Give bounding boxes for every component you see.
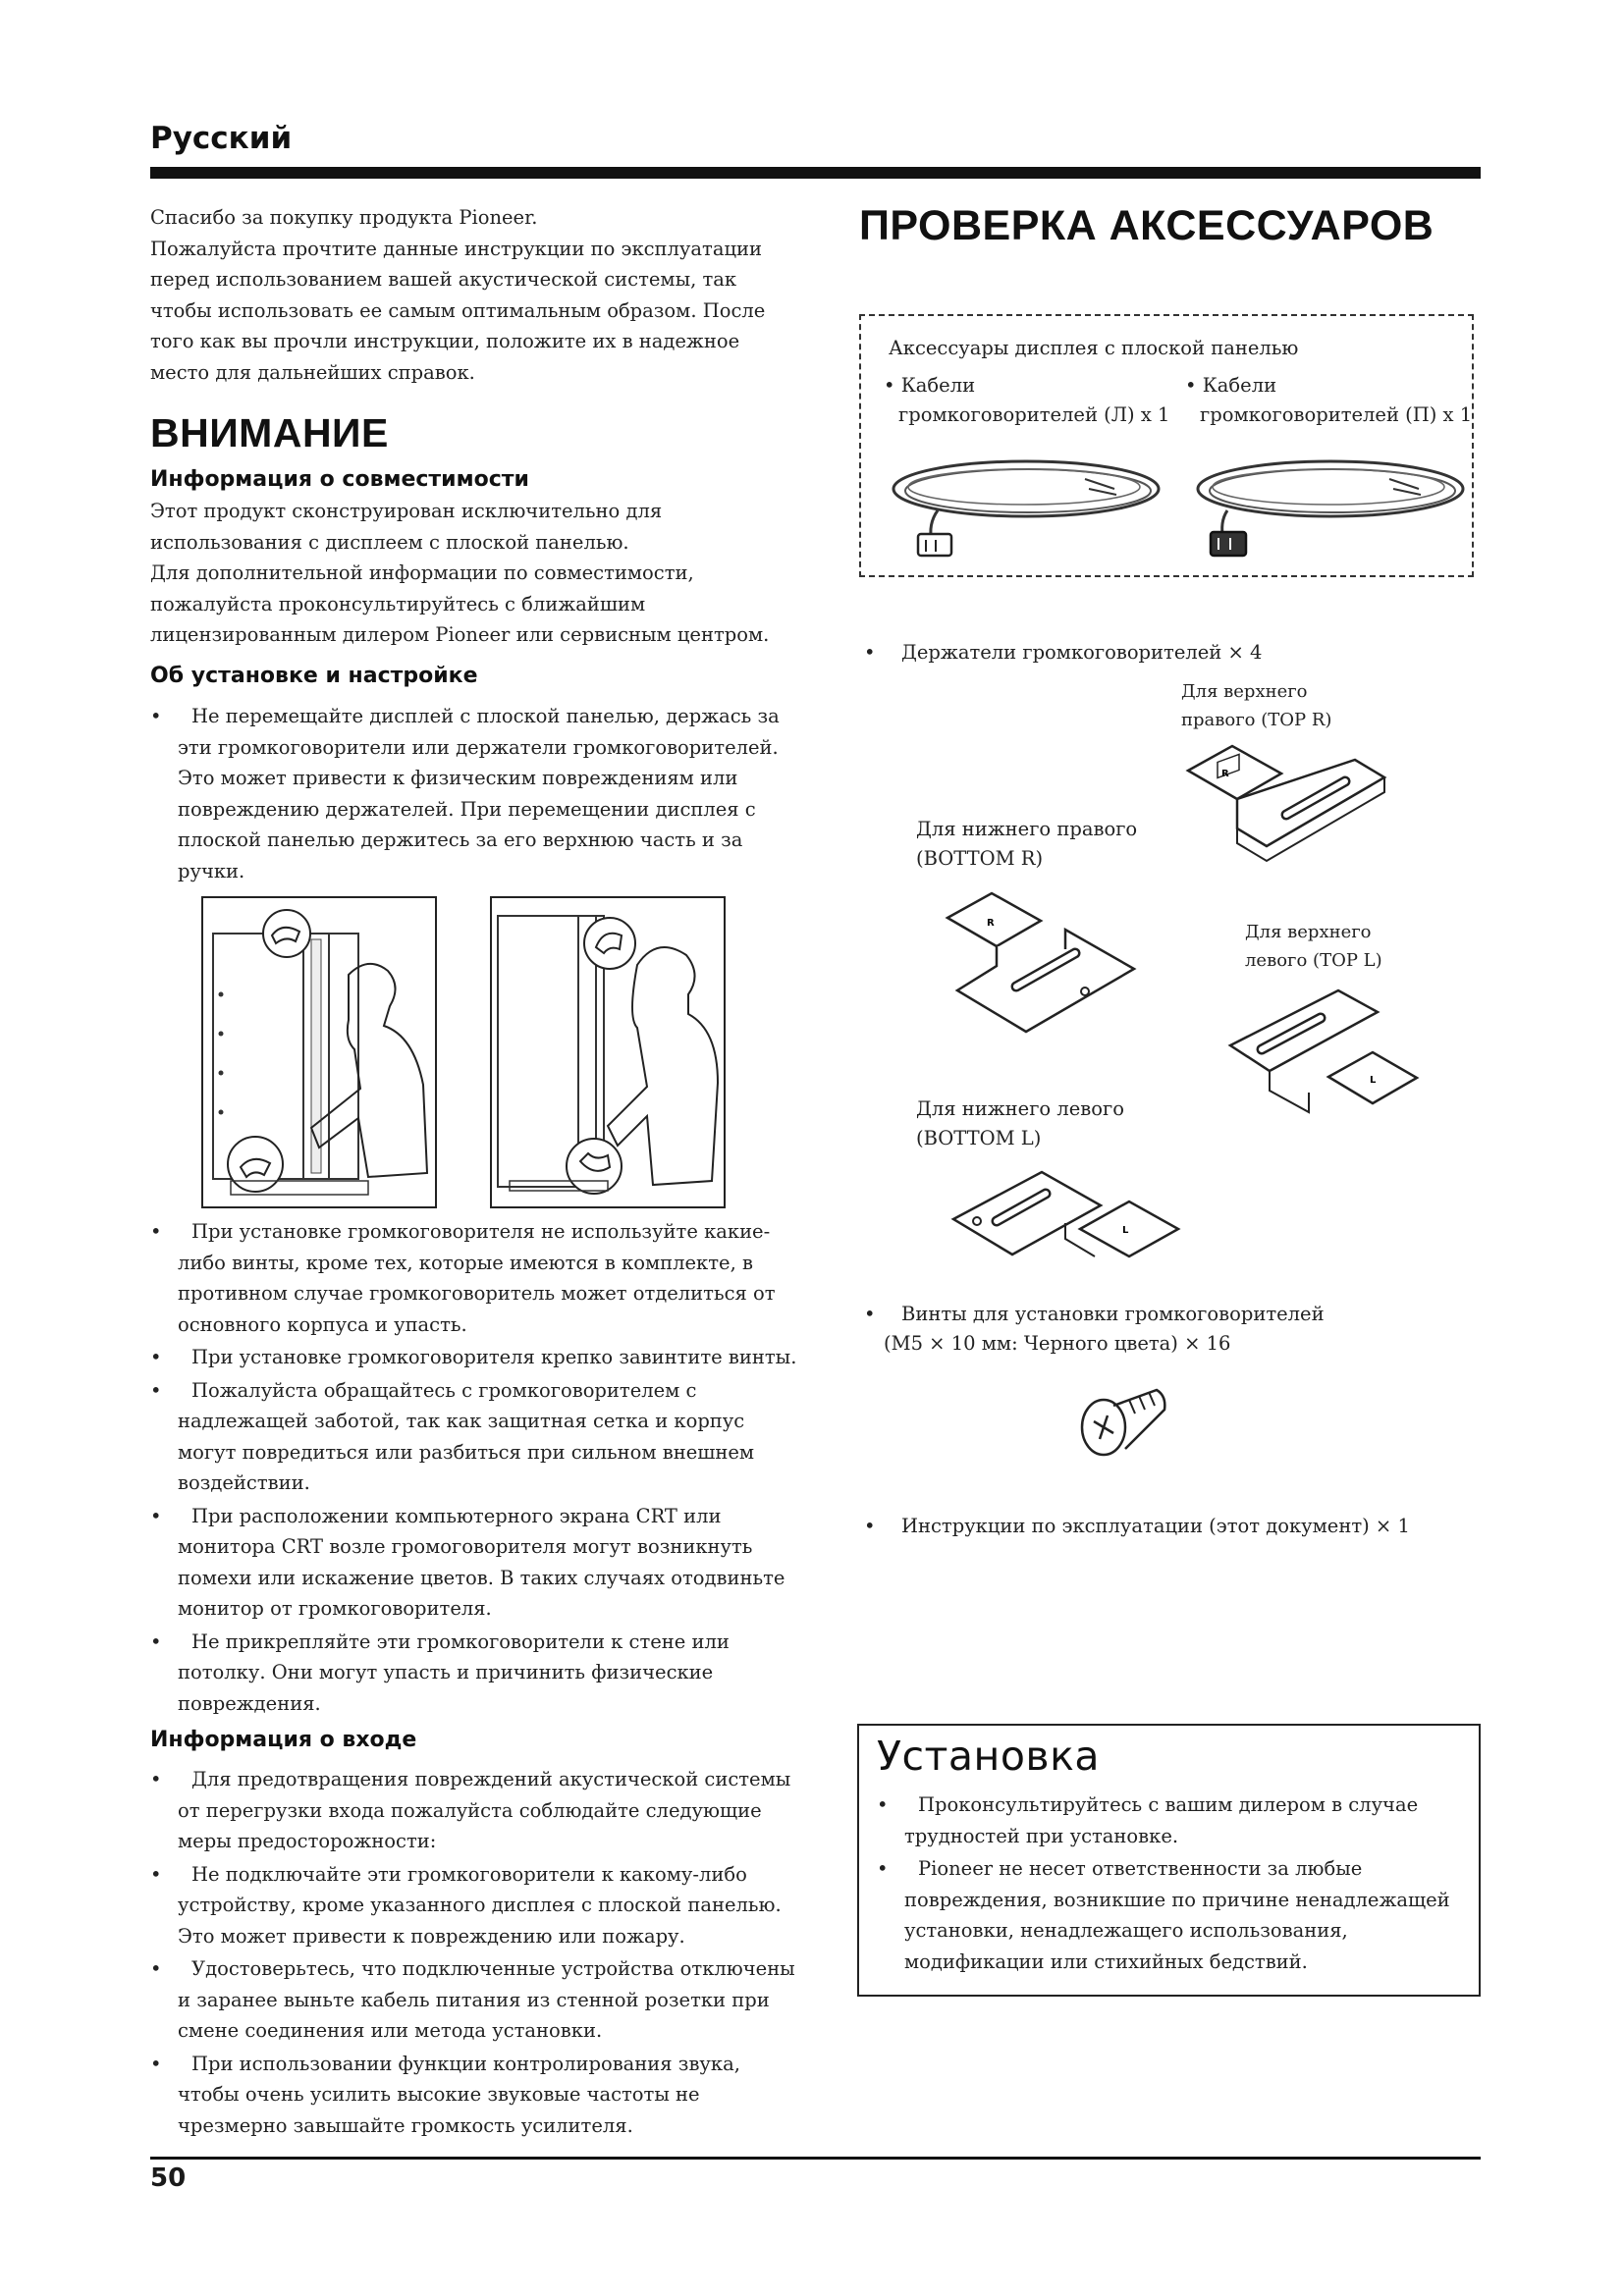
bullet-line: Это может привести к физическим повреждениям или	[178, 767, 738, 789]
accessories-box-title: Аксессуары дисплея с плоской панелью	[889, 337, 1299, 359]
bullet-line: • Для предотвращения повреждений акустической системы	[191, 1768, 791, 1790]
screws-text: Винты для установки громкоговорителей	[901, 1303, 1325, 1325]
page-number: 50	[150, 2163, 187, 2193]
cable-right-line: громкоговорителей (П) x 1	[1200, 403, 1473, 426]
bullet-item	[150, 1859, 818, 1952]
bottom-r-line: Для нижнего правого	[916, 818, 1138, 840]
compat-text	[150, 496, 798, 651]
input-heading: Информация о входе	[150, 1728, 417, 1752]
bullet-line: • При использовании функции контролирования звука,	[191, 2052, 740, 2075]
top-rule	[150, 167, 1481, 179]
bullet-line: надлежащей заботой, так как защитная сетка и корпус	[178, 1410, 745, 1432]
bullet-line: чрезмерно завышайте громкость усилителя.	[178, 2113, 633, 2137]
bullet-line: либо винты, кроме тех, которые имеются в комплекте, в	[178, 1251, 753, 1274]
screws-line: (M5 × 10 мм: Черного цвета) × 16	[884, 1332, 1231, 1355]
speaker-cable-left-illustration	[879, 450, 1173, 558]
compat-heading: Информация о совместимости	[150, 467, 529, 492]
bullet-line: • Pioneer не несет ответственности за любые	[918, 1857, 1363, 1880]
bullet-line: воздействии.	[178, 1471, 310, 1494]
bullet-line: эти громкоговорители или держатели громкоговорителей.	[178, 735, 779, 759]
intro-line: того как вы прочли инструкции, положите их в надежное	[150, 330, 740, 352]
bullet-item	[150, 1216, 818, 1340]
bullet-line: монитора CRT возле громоговорителя могут возникнуть	[178, 1535, 753, 1558]
bullet-item	[150, 1501, 818, 1625]
compat-line: Для дополнительной информации по совместимости,	[150, 561, 694, 584]
compat-line: Этот продукт сконструирован исключительно для	[150, 500, 663, 522]
bullet-line: и заранее выньте кабель питания из стенной розетки при	[178, 1988, 770, 2011]
bottom-l-caption	[916, 1095, 1124, 1153]
bottom-rule	[150, 2157, 1481, 2160]
top-l-line: левого (TOP L)	[1245, 950, 1382, 971]
intro-line: перед использованием вашей акустической системы, так	[150, 268, 737, 291]
bullet-line: трудностей при установке.	[904, 1824, 1179, 1847]
display-carry-illustration-left	[201, 896, 437, 1208]
bullet-line: повреждения.	[178, 1691, 321, 1715]
bullet-item	[150, 1342, 818, 1373]
holders-label	[864, 638, 1262, 667]
bullet-item	[150, 701, 818, 886]
compat-line: использования с дисплеем с плоской панелью.	[150, 530, 629, 554]
bullet-item	[150, 1764, 818, 1857]
manual-text: Инструкции по эксплуатации (этот документ) × 1	[901, 1515, 1410, 1537]
bullet-item	[150, 2049, 818, 2142]
bullet-line: смене соединения или метода установки.	[178, 2019, 603, 2042]
bullet-item	[877, 1853, 1466, 1977]
intro-line: место для дальнейших справок.	[150, 360, 475, 384]
cable-left-line: • Кабели	[884, 374, 976, 397]
intro-line: чтобы использовать ее самым оптимальным образом. После	[150, 298, 766, 322]
compat-line: пожалуйста проконсультируйтесь с ближайшим	[150, 592, 646, 615]
cable-right-label	[1185, 371, 1472, 430]
bullet-line: помехи или искажение цветов. В таких случаях отодвиньте	[178, 1566, 785, 1589]
top-r-line: правого (TOP R)	[1181, 710, 1332, 730]
bullet-line: Это может привести к повреждению или пожару.	[178, 1924, 685, 1948]
bracket-mark: R	[987, 918, 995, 929]
bullet-line: • Не подключайте эти громкоговорители к какому-либо	[191, 1862, 747, 1886]
bullet-line: • При расположении компьютерного экрана CRT или	[191, 1504, 722, 1527]
bullet-line: меры предосторожности:	[178, 1830, 437, 1852]
bullet-line: ручки.	[178, 859, 245, 882]
screws-label	[864, 1300, 1325, 1359]
display-carry-illustration-right	[490, 896, 726, 1208]
bullet-item	[150, 1953, 818, 2047]
intro-line: Спасибо за покупку продукта Pioneer.	[150, 206, 538, 229]
bullet-line: • Не перемещайте дисплей с плоской панелью, держась за	[191, 705, 780, 727]
bullet-line: • Удостоверьтесь, что подключенные устройства отключены	[191, 1957, 795, 1980]
bullet-line: • Проконсультируйтесь с вашим дилером в случае	[918, 1793, 1419, 1816]
bullet-line: противном случае громкоговоритель может отделиться от	[178, 1282, 776, 1305]
bracket-bottom-r-illustration	[938, 888, 1154, 1045]
bullet-line: устройству, кроме указанного дисплея с плоской панелью.	[178, 1894, 782, 1916]
top-l-caption	[1245, 918, 1382, 975]
intro-text	[150, 202, 779, 388]
cable-right-line: • Кабели	[1185, 374, 1277, 397]
bracket-bottom-l-illustration	[947, 1168, 1193, 1276]
bullet-line: • При установке громкоговорителя не используйте какие-	[191, 1220, 771, 1243]
bullet-line: модификации или стихийных бедствий.	[904, 1949, 1308, 1973]
setup-bullets	[150, 1216, 818, 1721]
bullet-line: потолку. Они могут упасть и причинить физические	[178, 1661, 714, 1683]
accessories-title: ПРОВЕРКА АКСЕССУАРОВ	[859, 202, 1435, 249]
bullet-line: повреждения, возникшие по причине ненадлежащей	[904, 1888, 1450, 1911]
setup-bullet-1	[150, 701, 818, 888]
input-bullets	[150, 1764, 818, 2143]
bullet-dot: •	[864, 1515, 876, 1537]
top-r-caption	[1181, 677, 1331, 734]
bullet-line: могут повредиться или разбиться при сильном внешнем	[178, 1440, 755, 1464]
bullet-line: • Пожалуйста обращайтесь с громкоговорителем с	[191, 1378, 697, 1402]
bullet-line: повреждению держателей. При перемещении дисплея с	[178, 797, 756, 821]
bullet-line: установки, ненадлежащего использования,	[904, 1919, 1348, 1942]
screw-illustration	[1078, 1382, 1172, 1465]
installation-bullets	[877, 1789, 1466, 1979]
bottom-l-line: (BOTTOM L)	[916, 1127, 1042, 1149]
top-l-line: Для верхнего	[1245, 922, 1372, 942]
bottom-r-line: (BOTTOM R)	[916, 847, 1044, 870]
bullet-item	[150, 1627, 818, 1720]
language-heading: Русский	[150, 121, 293, 156]
bullet-item	[150, 1375, 818, 1499]
screws-line	[864, 1300, 1325, 1329]
bullet-dot: •	[864, 1303, 876, 1325]
top-r-line: Для верхнего	[1181, 681, 1308, 702]
bottom-r-caption	[916, 815, 1137, 874]
cable-left-line: громкоговорителей (Л) x 1	[898, 403, 1170, 426]
bullet-line: монитор от громкоговорителя.	[178, 1597, 492, 1620]
intro-line: Пожалуйста прочтите данные инструкции по эксплуатации	[150, 237, 762, 260]
bottom-l-line: Для нижнего левого	[916, 1097, 1124, 1120]
bracket-mark: L	[1370, 1075, 1377, 1086]
manual-label	[864, 1512, 1410, 1541]
bullet-line: основного корпуса и упасть.	[178, 1312, 467, 1336]
speaker-cable-right-illustration	[1183, 450, 1478, 558]
bracket-top-l-illustration	[1222, 987, 1429, 1124]
bullet-dot: •	[864, 641, 876, 664]
setup-heading: Об установке и настройке	[150, 664, 478, 688]
bracket-mark: L	[1122, 1225, 1129, 1236]
bullet-line: • Не прикрепляйте эти громкоговорители к стене или	[191, 1629, 730, 1653]
bracket-mark: R	[1221, 769, 1229, 779]
installation-title: Установка	[877, 1733, 1100, 1780]
bracket-top-r-illustration	[1178, 741, 1404, 874]
holders-text: Держатели громкоговорителей × 4	[901, 641, 1263, 664]
compat-line: лицензированным дилером Pioneer или сервисным центром.	[150, 623, 770, 646]
cable-left-label	[884, 371, 1169, 430]
bullet-item	[877, 1789, 1466, 1851]
bullet-line: чтобы очень усилить высокие звуковые частоты не	[178, 2083, 700, 2106]
bullet-line: плоской панелью держитесь за его верхнюю часть и за	[178, 828, 743, 851]
caution-title: ВНИМАНИЕ	[150, 410, 389, 455]
bullet-line: • При установке громкоговорителя крепко завинтите винты.	[191, 1346, 797, 1368]
bullet-line: от перегрузки входа пожалуйста соблюдайте следующие	[178, 1798, 762, 1822]
